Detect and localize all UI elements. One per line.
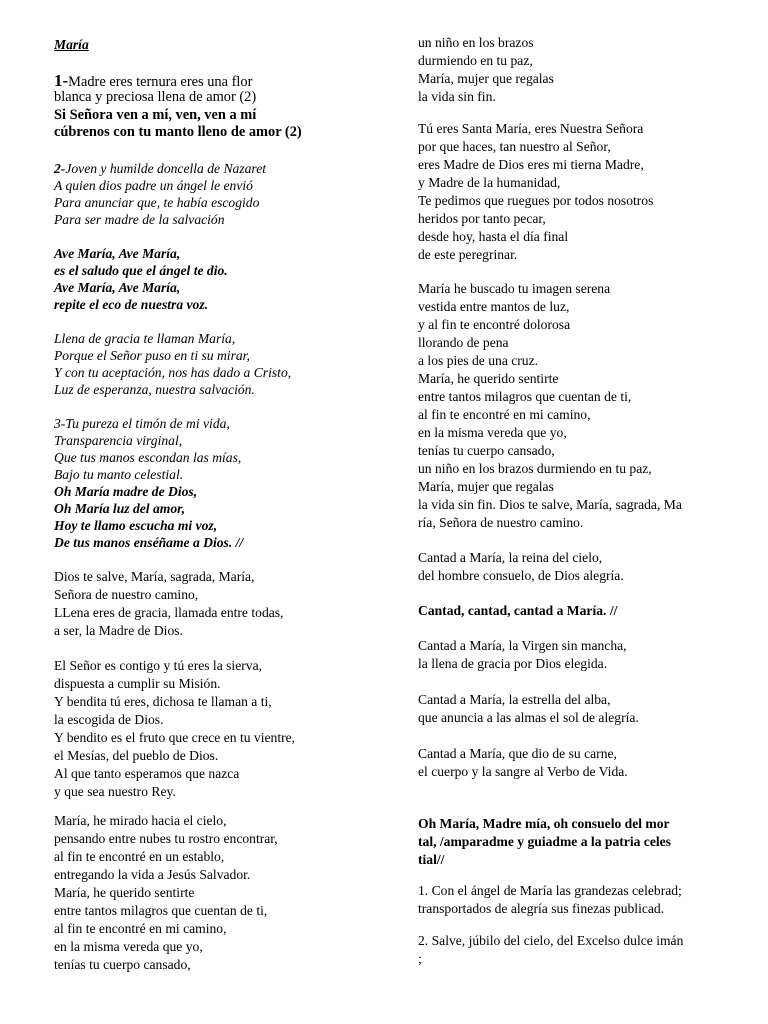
he-buscado-line: María, he querido sentirte [418, 371, 559, 386]
stanza-2-line: Para anunciar que, te había escogido [54, 195, 260, 210]
stanza-3-bold-line: De tus manos enséñame a Dios. // [54, 535, 244, 550]
stanza-1-line: cúbrenos con tu manto lleno de amor (2) [54, 124, 302, 140]
he-mirado-line: en la misma vereda que yo, [54, 939, 203, 954]
dios-te-salve-line: a ser, la Madre de Dios. [54, 623, 183, 638]
he-buscado-line: María, mujer que regalas [418, 479, 554, 494]
he-mirado-line: al fin te encontré en mi camino, [54, 921, 227, 936]
cantad-line: que anuncia a las almas el sol de alegría. [418, 710, 639, 725]
stanza-3-line: Transparencia virginal, [54, 433, 183, 448]
oh-maria-line: tal, /amparadme y guiadme a la patria celes [418, 834, 671, 849]
ave-chorus-line: Ave María, Ave María, [54, 246, 181, 261]
he-mirado-line: María, he mirado hacia el cielo, [54, 813, 227, 828]
he-buscado-line: María he buscado tu imagen serena [418, 281, 611, 296]
stanza-1-line: 1-Madre eres ternura eres una flor [54, 71, 253, 90]
he-buscado-line: ría, Señora de nuestro camino. [418, 515, 584, 530]
he-buscado-line: un niño en los brazos durmiendo en tu paz, [418, 461, 652, 476]
numbered-verse-line: 1. Con el ángel de María las grandezas celebrad; [418, 883, 682, 898]
santa-maria-line: heridos por tanto pecar, [418, 211, 546, 226]
he-mirado-line: al fin te encontré en un establo, [54, 849, 225, 864]
he-buscado-line: en la misma vereda que yo, [418, 425, 567, 440]
el-senor-line: Y bendita tú eres, dichosa te llaman a ti, [54, 694, 272, 709]
song-title: María [54, 37, 89, 52]
oh-maria-line: Oh María, Madre mía, oh consuelo del mor [418, 816, 670, 831]
numbered-verse-line: transportados de alegría sus finezas publicad. [418, 901, 665, 916]
llena-gracia-line: Luz de esperanza, nuestra salvación. [54, 382, 255, 397]
he-buscado-line: vestida entre mantos de luz, [418, 299, 570, 314]
stanza-1-line: blanca y preciosa llena de amor (2) [54, 89, 257, 105]
cantad-line: la llena de gracia por Dios elegida. [418, 656, 608, 671]
santa-maria-line: desde hoy, hasta el día final [418, 229, 569, 244]
santa-maria-line: eres Madre de Dios eres mi tierna Madre, [418, 157, 644, 172]
continuation-line: la vida sin fin. [418, 89, 496, 104]
santa-maria-line: Tú eres Santa María, eres Nuestra Señora [418, 121, 644, 136]
el-senor-line: y que sea nuestro Rey. [54, 784, 176, 799]
he-buscado-line: entre tantos milagros que cuentan de ti, [418, 389, 632, 404]
cantad-line: Cantad a María, la Virgen sin mancha, [418, 638, 627, 653]
cantad-line: Cantad a María, que dio de su carne, [418, 746, 617, 761]
el-senor-line: El Señor es contigo y tú eres la sierva, [54, 658, 263, 673]
llena-gracia-line: Porque el Señor puso en ti su mirar, [54, 348, 250, 363]
he-buscado-line: al fin te encontré en mi camino, [418, 407, 591, 422]
he-mirado-line: tenías tu cuerpo cansado, [54, 957, 191, 972]
dios-te-salve-line: Dios te salve, María, sagrada, María, [54, 569, 255, 584]
cantad-line: Cantad a María, la estrella del alba, [418, 692, 611, 707]
he-buscado-line: llorando de pena [418, 335, 509, 350]
ave-chorus-line: es el saludo que el ángel te dio. [54, 263, 228, 278]
cantad-refrain: Cantad, cantad, cantad a María. // [418, 603, 618, 618]
stanza-2-number: 2- [54, 161, 66, 176]
el-senor-line: Al que tanto esperamos que nazca [54, 766, 240, 781]
ave-chorus-line: Ave María, Ave María, [54, 280, 181, 295]
santa-maria-line: de este peregrinar. [418, 247, 518, 262]
stanza-1-number: 1- [54, 71, 69, 90]
cantad-line: el cuerpo y la sangre al Verbo de Vida. [418, 764, 628, 779]
he-mirado-line: entre tantos milagros que cuentan de ti, [54, 903, 268, 918]
dios-te-salve-line: LLena eres de gracia, llamada entre todas, [54, 605, 284, 620]
llena-gracia-line: Llena de gracia te llaman María, [54, 331, 236, 346]
cantad-line: del hombre consuelo, de Dios alegría. [418, 568, 624, 583]
continuation-line: durmiendo en tu paz, [418, 53, 533, 68]
stanza-2-line: A quien dios padre un ángel le envió [54, 178, 253, 193]
he-mirado-line: pensando entre nubes tu rostro encontrar, [54, 831, 278, 846]
llena-gracia-line: Y con tu aceptación, nos has dado a Cristo, [54, 365, 292, 380]
stanza-3-line: Que tus manos escondan las mías, [54, 450, 242, 465]
dios-te-salve-line: Señora de nuestro camino, [54, 587, 199, 602]
el-senor-line: dispuesta a cumplir su Misión. [54, 676, 221, 691]
stanza-1-line: Si Señora ven a mí, ven, ven a mí [54, 107, 257, 123]
stanza-3-bold-line: Oh María luz del amor, [54, 501, 186, 516]
continuation-line: María, mujer que regalas [418, 71, 554, 86]
he-mirado-line: María, he querido sentirte [54, 885, 195, 900]
santa-maria-line: por que haces, tan nuestro al Señor, [418, 139, 611, 154]
stanza-3-bold-line: Hoy te llamo escucha mi voz, [54, 518, 218, 533]
he-buscado-line: a los pies de una cruz. [418, 353, 539, 368]
stanza-3-line: 3-Tu pureza el timón de mi vida, [54, 416, 230, 431]
numbered-verse-line: 2. Salve, júbilo del cielo, del Excelso dulce imán [418, 933, 684, 948]
he-buscado-line: y al fin te encontré dolorosa [418, 317, 571, 332]
el-senor-line: la escogida de Dios. [54, 712, 164, 727]
continuation-line: un niño en los brazos [418, 35, 534, 50]
el-senor-line: Y bendito es el fruto que crece en tu vientre, [54, 730, 296, 745]
ave-chorus-line: repite el eco de nuestra voz. [54, 297, 209, 312]
he-mirado-line: entregando la vida a Jesús Salvador. [54, 867, 251, 882]
santa-maria-line: y Madre de la humanidad, [418, 175, 561, 190]
stanza-2-line: Para ser madre de la salvación [54, 212, 225, 227]
stanza-3-line: Bajo tu manto celestial. [54, 467, 184, 482]
he-buscado-line: la vida sin fin. Dios te salve, María, sagrada, Ma [418, 497, 682, 512]
cantad-line: Cantad a María, la reina del cielo, [418, 550, 603, 565]
stanza-2-line: 2-Joven y humilde doncella de Nazaret [54, 161, 267, 176]
santa-maria-line: Te pedimos que ruegues por todos nosotros [418, 193, 654, 208]
numbered-verse-line: ; [418, 951, 422, 966]
stanza-3-bold-line: Oh María madre de Dios, [54, 484, 198, 499]
he-buscado-line: tenías tu cuerpo cansado, [418, 443, 555, 458]
el-senor-line: el Mesías, del pueblo de Dios. [54, 748, 219, 763]
oh-maria-line: tial// [418, 852, 445, 867]
